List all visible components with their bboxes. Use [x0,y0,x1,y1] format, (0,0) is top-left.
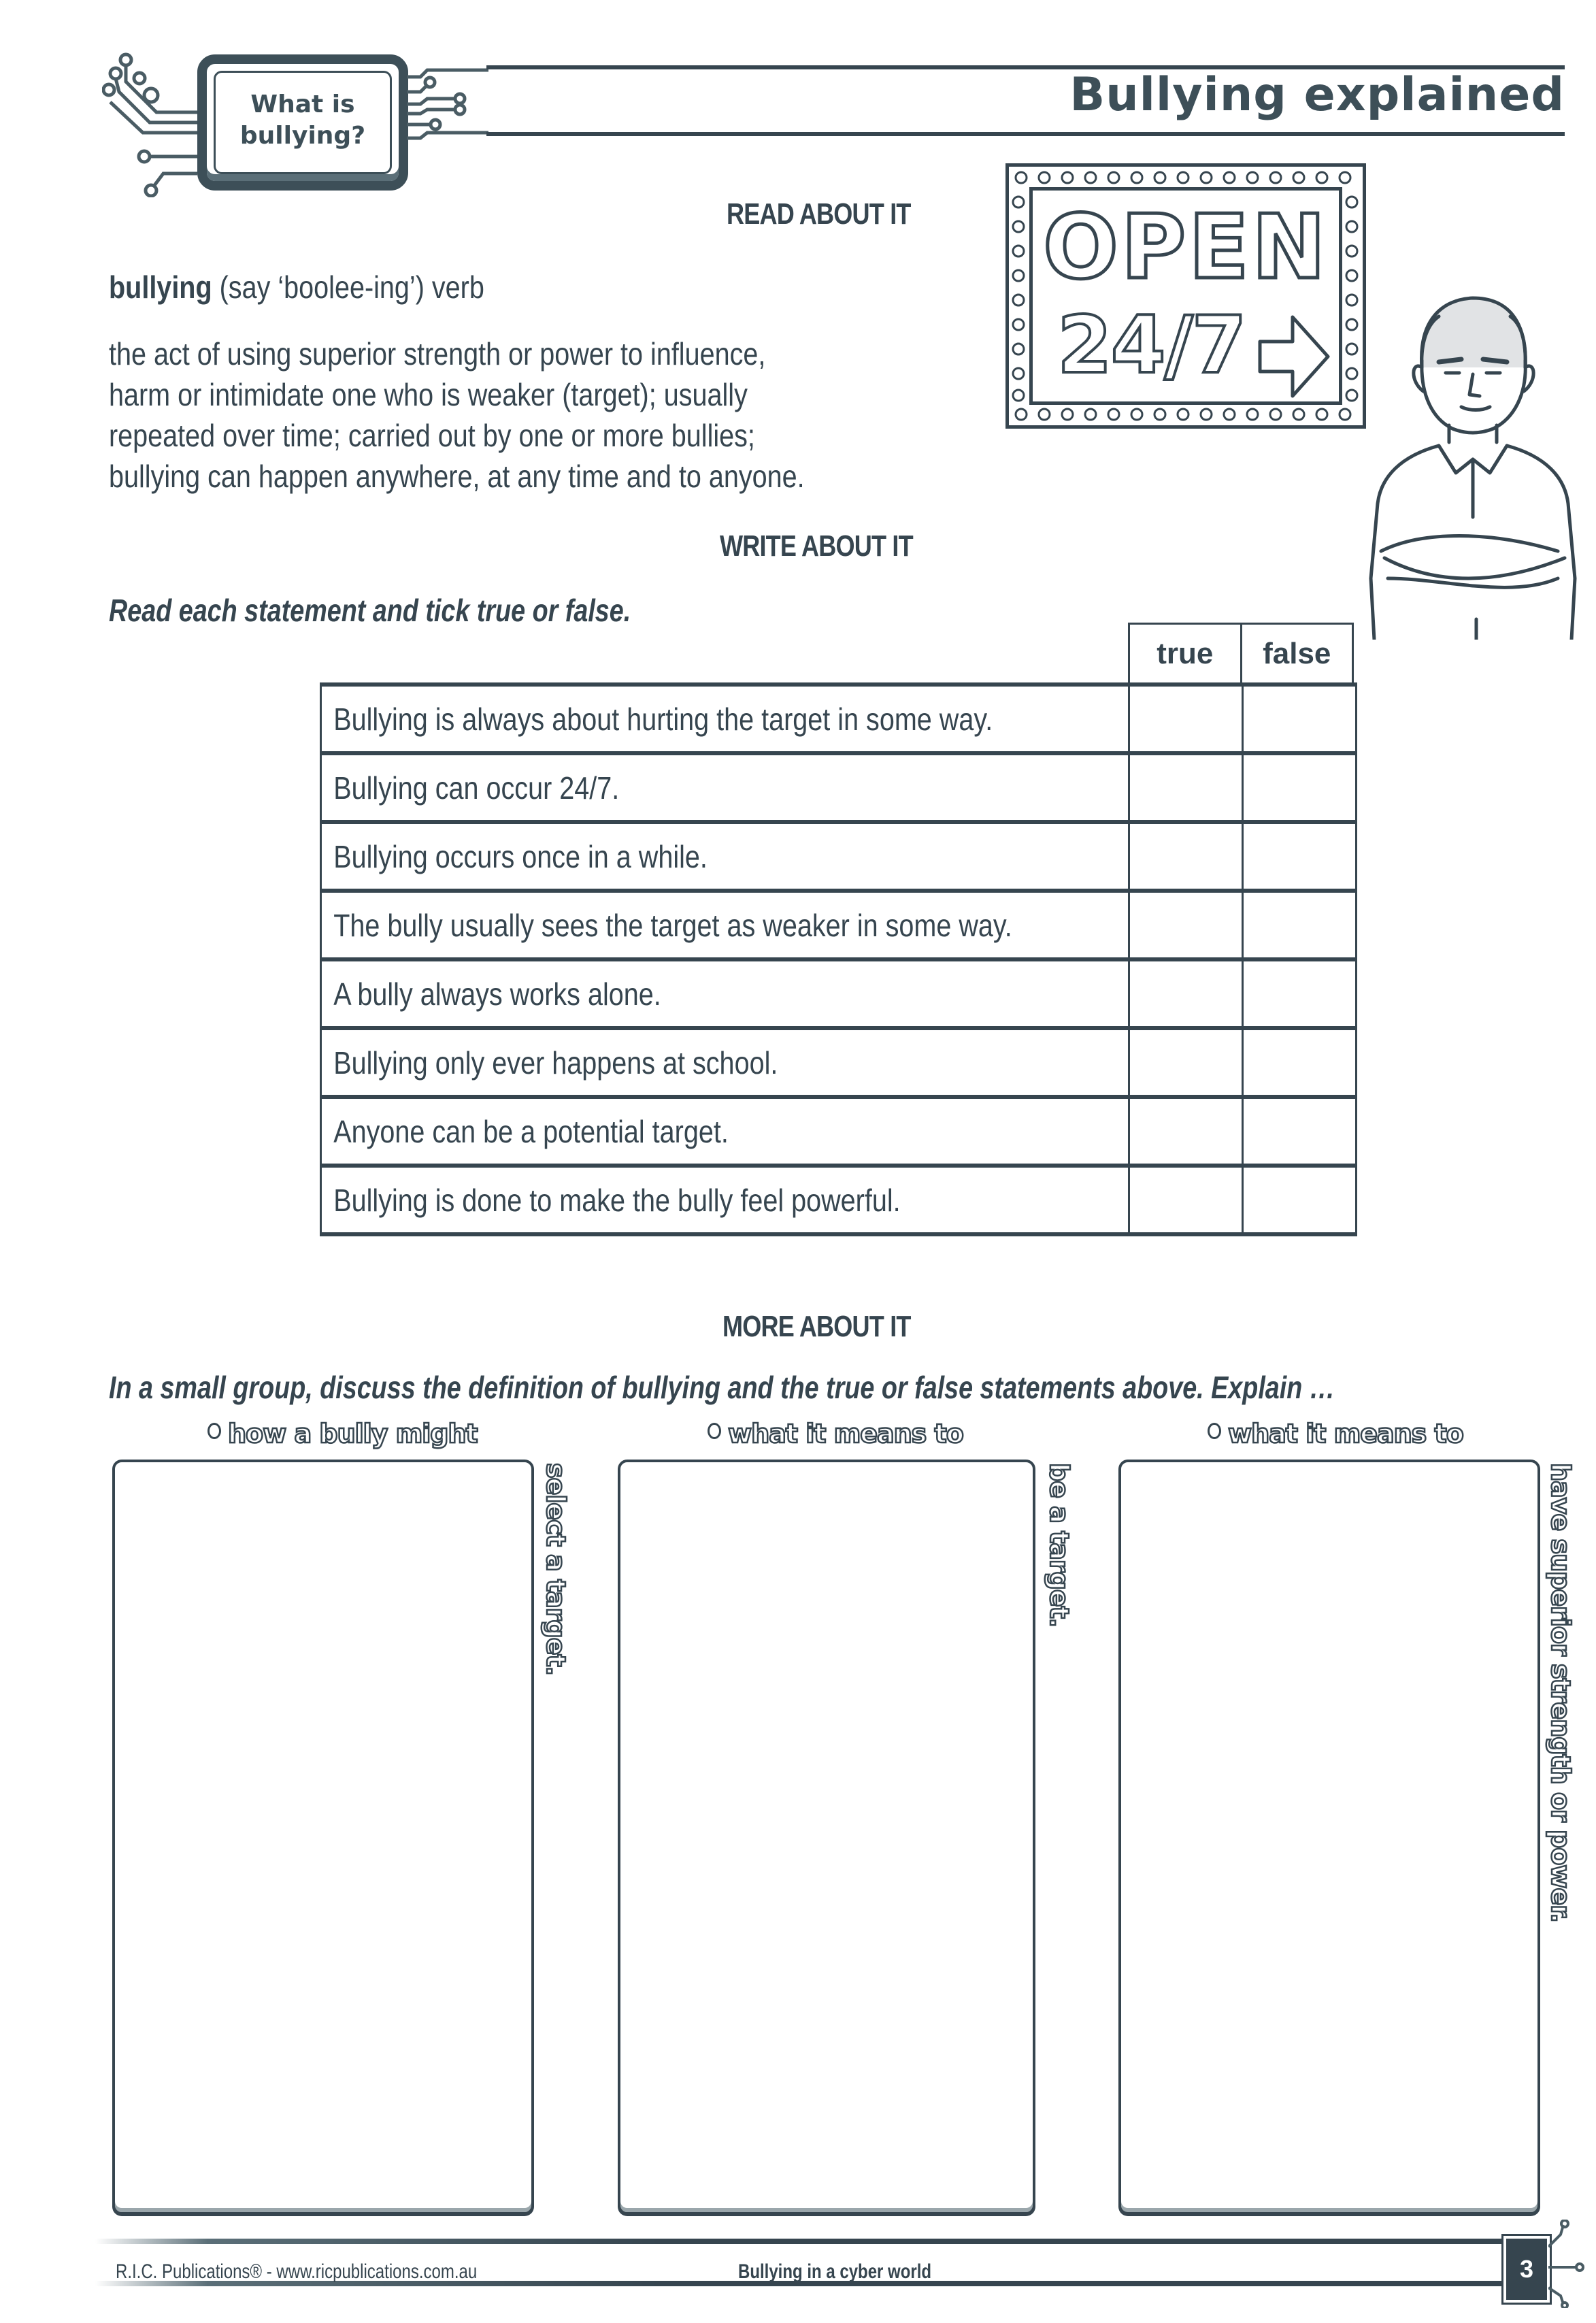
box-1-top-label: how a bully might [207,1419,478,1449]
statement-text: Anyone can be a potential target. [333,1113,729,1149]
footer-rule-top [95,2239,1503,2244]
true-checkbox[interactable] [1129,822,1243,891]
true-checkbox[interactable] [1129,1028,1243,1097]
more-instruction: In a small group, discuss the definition of bullying and the true or false statements above. Explain … [109,1370,1335,1405]
badge-line-1: What is [250,90,355,118]
true-checkbox[interactable] [1129,891,1243,959]
badge-line-2: bullying? [239,122,366,150]
false-checkbox[interactable] [1243,822,1357,891]
box-1-side-label: select a target. [541,1463,571,1676]
page-number: 3 [1503,2236,1550,2303]
more-about-it-heading: MORE ABOUT IT [722,1310,911,1343]
bullet-icon [708,1423,721,1439]
bullet-icon [1208,1423,1221,1439]
write-about-it-heading: WRITE ABOUT IT [720,529,913,563]
statement-cell [321,685,1129,753]
false-checkbox[interactable] [1243,1166,1357,1234]
table-row [321,685,1357,753]
table-row [321,1166,1357,1234]
column-true: true [1130,625,1242,682]
definition-term: bullying [109,269,212,305]
sign-24-7-text: 24/7 [1057,299,1246,391]
false-checkbox[interactable] [1243,685,1357,753]
definition-term-line [109,267,484,308]
header-rule-bottom [486,132,1565,136]
true-checkbox[interactable] [1129,685,1243,753]
bullet-icon [207,1423,221,1439]
definition-line: the act of using superior strength or power to influence, [109,336,766,372]
open-24-7-sign [1005,163,1366,429]
table-row [321,1097,1357,1166]
publisher-credit: R.I.C. Publications® - www.ricpublications.com.au [116,2260,478,2283]
false-checkbox[interactable] [1243,1028,1357,1097]
definition-line: bullying can happen anywhere, at any time and to anyone. [109,459,805,494]
false-checkbox[interactable] [1243,1097,1357,1166]
box-3-side-label: have superior strength or power. [1546,1463,1576,1922]
boy-illustration-icon [1354,259,1585,640]
table-row [321,1028,1357,1097]
statement-cell [321,1028,1129,1097]
definition-line: harm or intimidate one who is weaker (target); usually [109,377,748,412]
statement-cell [321,753,1129,822]
page-title: Bullying explained [1069,68,1565,122]
true-checkbox[interactable] [1129,1097,1243,1166]
false-checkbox[interactable] [1243,959,1357,1028]
answer-box-3[interactable] [1118,1460,1540,2215]
statement-text: Bullying is always about hurting the target in some way. [333,701,993,737]
statement-text: The bully usually sees the target as weaker in some way. [333,907,1012,943]
sign-inner-panel [1029,187,1342,405]
statement-text: Bullying occurs once in a while. [333,838,708,874]
definition-pronunciation: (say ‘boolee-ing’) verb [219,269,484,305]
arrow-right-icon [1257,313,1332,401]
true-checkbox[interactable] [1129,959,1243,1028]
box-2-side-label: be a target. [1044,1463,1074,1628]
column-false: false [1263,636,1331,670]
read-about-it-heading: READ ABOUT IT [727,197,911,231]
circuit-right-icon [407,65,488,153]
false-checkbox[interactable] [1243,891,1357,959]
false-checkbox[interactable] [1243,753,1357,822]
statement-cell [321,822,1129,891]
table-row [321,822,1357,891]
write-instruction: Read each statement and tick true or false. [109,593,631,628]
sign-open-text: OPEN [1043,195,1329,299]
statement-cell [321,1097,1129,1166]
answer-box-2[interactable] [618,1460,1035,2215]
table-row [321,753,1357,822]
statement-cell [321,959,1129,1028]
statement-cell [321,1166,1129,1234]
box-2-top-label: what it means to [708,1419,963,1449]
statement-cell [321,891,1129,959]
true-false-table [320,682,1357,1236]
circuit-footer-icon [1548,2220,1589,2308]
circuit-left-icon [102,48,204,197]
true-checkbox[interactable] [1129,1166,1243,1234]
statement-text: Bullying only ever happens at school. [333,1044,778,1081]
statement-text: A bully always works alone. [333,976,661,1012]
box-3-top-label: what it means to [1208,1419,1463,1449]
book-title: Bullying in a cyber world [738,2260,932,2283]
true-checkbox[interactable] [1129,753,1243,822]
true-false-header [1128,623,1354,682]
topic-badge [197,54,408,191]
definition-line: repeated over time; carried out by one or more bullies; [109,418,755,453]
definition-text [109,333,805,497]
table-row [321,959,1357,1028]
statement-text: Bullying can occur 24/7. [333,770,620,806]
table-row [321,891,1357,959]
answer-box-1[interactable] [112,1460,534,2215]
statement-text: Bullying is done to make the bully feel powerful. [333,1182,901,1218]
